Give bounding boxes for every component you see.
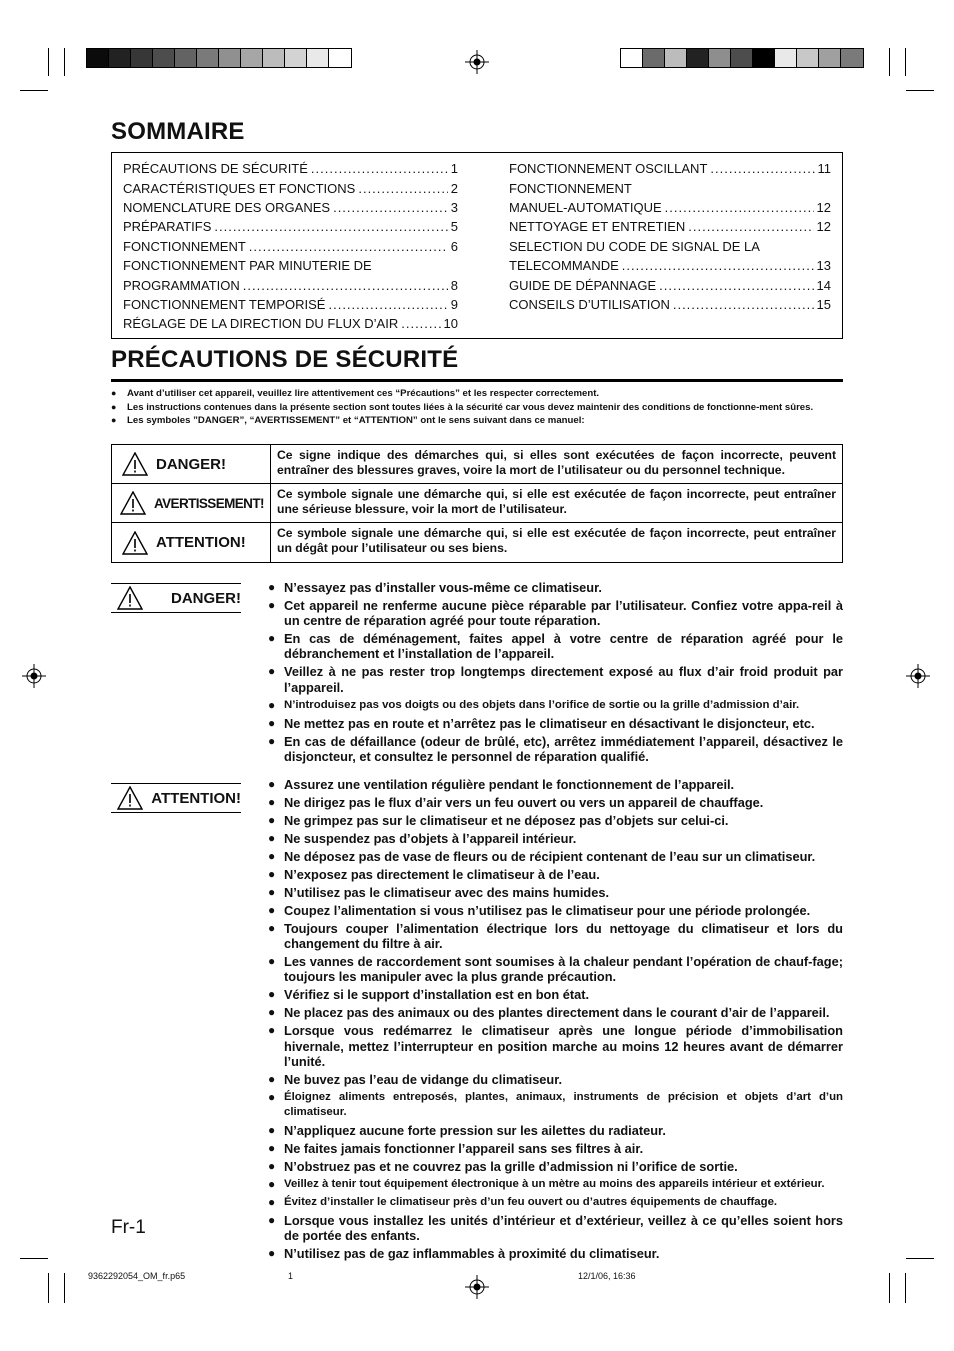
color-swatch <box>307 49 329 67</box>
toc-column-left <box>123 159 458 334</box>
symbols-table <box>111 444 843 563</box>
toc-entry <box>509 295 831 314</box>
attention-item: ● Éloignez aliments entreposés, plantes, animaux, instruments de précision et objets d’art d’un climatiseur. <box>268 1090 843 1120</box>
toc-entry-page: 8 <box>450 277 458 293</box>
toc-leader-dots <box>311 161 448 176</box>
toc-entry-title: FONCTIONNEMENT TEMPORISÉ <box>123 296 326 312</box>
crop-mark <box>906 1258 934 1259</box>
attention-item: ● Veillez à tenir tout équipement électronique à un mètre au moins des appareils intérieur et extérieur. <box>268 1177 843 1192</box>
toc-entry <box>123 237 458 256</box>
sommaire-title: SOMMAIRE <box>111 118 245 145</box>
footer-file: 9362292054_OM_fr.p65 <box>88 1271 186 1281</box>
intro-item: ● Les symboles ”DANGER”, “AVERTISSEMENT” et “ATTENTION” ont le sens suivant dans ce manuel: <box>111 414 843 428</box>
table-of-contents <box>111 152 843 339</box>
color-calibration-bar-left <box>86 48 352 68</box>
symbol-label-cell <box>112 445 271 483</box>
attention-item: ● Ne déposez pas de vase de fleurs ou de récipient contenant de l’eau sur un climatiseur. <box>268 849 843 864</box>
toc-entry-title: CARACTÉRISTIQUES ET FONCTIONS <box>123 180 356 196</box>
toc-leader-dots <box>401 316 440 331</box>
toc-entry-title: FONCTIONNEMENT <box>123 238 246 254</box>
attention-header <box>111 783 241 813</box>
toc-entry-title: FONCTIONNEMENT <box>509 180 632 196</box>
attention-item: ● N’exposez pas directement le climatiseur à de l’eau. <box>268 867 843 882</box>
color-swatch <box>665 49 687 67</box>
toc-leader-dots <box>622 258 814 273</box>
toc-entry-title: CONSEILS D’UTILISATION <box>509 296 670 312</box>
crop-mark <box>906 90 934 91</box>
toc-entry-page: 11 <box>817 161 831 177</box>
registration-mark-icon <box>906 664 930 688</box>
crop-mark <box>64 1273 65 1303</box>
color-swatch <box>197 49 219 67</box>
attention-item: ● N’obstruez pas et ne couvrez pas la grille d’admission ni l’orifice de sortie. <box>268 1159 843 1174</box>
color-swatch <box>153 49 175 67</box>
toc-entry-title: GUIDE DE DÉPANNAGE <box>509 277 657 293</box>
color-swatch <box>621 49 643 67</box>
toc-leader-dots <box>328 297 447 312</box>
toc-entry <box>509 217 831 236</box>
crop-mark <box>64 48 65 76</box>
color-swatch <box>731 49 753 67</box>
footer-date: 12/1/06, 16:36 <box>578 1271 636 1281</box>
danger-item: ● N’essayez pas d’installer vous-même ce climatiseur. <box>268 580 843 595</box>
toc-entry <box>123 178 458 197</box>
toc-entry <box>123 159 458 178</box>
toc-entry <box>123 198 458 217</box>
danger-item: ● Ne mettez pas en route et n’arrêtez pas le climatiseur en désactivant le disjoncteur, etc. <box>268 716 843 731</box>
color-swatch <box>241 49 263 67</box>
color-swatch <box>219 49 241 67</box>
attention-item: ● Coupez l’alimentation si vous n’utilisez pas le climatiseur pour une période prolongée. <box>268 903 843 918</box>
symbol-row <box>112 445 842 484</box>
attention-item: ● Lorsque vous installez les unités d’intérieur et d’extérieur, veillez à ce qu’elles soient hors de portée des enfants. <box>268 1213 843 1243</box>
danger-header <box>111 583 241 613</box>
crop-mark <box>48 48 49 76</box>
toc-entry-title: PRÉPARATIFS <box>123 219 212 235</box>
toc-leader-dots <box>659 278 813 293</box>
attention-item: ● Ne dirigez pas le flux d’air vers un feu ouvert ou vers un appareil de chauffage. <box>268 795 843 810</box>
color-swatch <box>263 49 285 67</box>
toc-entry-title: PRÉCAUTIONS DE SÉCURITÉ <box>123 161 308 177</box>
color-swatch <box>87 49 109 67</box>
danger-item: ● En cas de défaillance (odeur de brûlé, etc), arrêtez immédiatement l’appareil, désactivez le disjoncteur, et consultez le personnel de réparation qualifié. <box>268 734 843 764</box>
color-swatch <box>841 49 863 67</box>
safety-intro-list <box>111 387 843 428</box>
toc-entry-page: 12 <box>816 219 831 235</box>
color-swatch <box>109 49 131 67</box>
toc-leader-dots <box>214 219 447 234</box>
warning-triangle-icon <box>122 452 148 476</box>
symbol-row <box>112 484 842 523</box>
crop-mark <box>905 1273 906 1303</box>
toc-entry-page: 1 <box>450 161 458 177</box>
attention-item: ● Assurez une ventilation régulière pendant le fonctionnement de l’appareil. <box>268 777 843 792</box>
color-swatch <box>131 49 153 67</box>
danger-list <box>268 580 843 767</box>
color-swatch <box>753 49 775 67</box>
toc-entry-title: FONCTIONNEMENT PAR MINUTERIE DE <box>123 258 372 274</box>
toc-leader-dots <box>673 297 814 312</box>
toc-entry-title: PROGRAMMATION <box>123 277 240 293</box>
toc-entry-page: 15 <box>816 296 831 312</box>
attention-item: ● Ne grimpez pas sur le climatiseur et ne déposez pas d’objets sur celui-ci. <box>268 813 843 828</box>
toc-entry-page: 12 <box>816 199 831 215</box>
crop-mark <box>889 1273 890 1303</box>
toc-entry-page: 14 <box>816 277 831 293</box>
symbol-label: ATTENTION! <box>156 534 246 551</box>
toc-leader-dots <box>710 161 814 176</box>
toc-entry-page: 13 <box>816 258 831 274</box>
toc-entry-title: SELECTION DU CODE DE SIGNAL DE LA <box>509 238 760 254</box>
toc-entry <box>509 159 831 178</box>
toc-entry <box>509 256 831 275</box>
color-swatch <box>175 49 197 67</box>
warning-triangle-icon <box>120 491 146 515</box>
toc-entry <box>509 198 831 217</box>
color-swatch <box>819 49 841 67</box>
symbol-label: AVERTISSEMENT! <box>154 495 264 511</box>
toc-entry-page: 2 <box>450 180 458 196</box>
toc-leader-dots <box>688 219 813 234</box>
symbol-description: Ce symbole signale une démarche qui, si elle est exécutée de façon incorrecte, peut entraîner une sérieuse blessure, voir la mort de l’utilisateur. <box>277 487 836 516</box>
danger-label: DANGER! <box>171 589 241 607</box>
crop-mark <box>48 1273 49 1303</box>
toc-entry-page: 10 <box>443 316 458 332</box>
color-swatch <box>329 49 351 67</box>
attention-item: ● Toujours couper l’alimentation électrique lors du nettoyage du climatiseur et lors du changement du filtre à air. <box>268 921 843 951</box>
intro-item: ● Les instructions contenues dans la présente section sont toutes liées à la sécurité car vous devez maintenir des conditions de fonctionne-ment sûres. <box>111 401 843 415</box>
toc-leader-dots <box>358 181 447 196</box>
toc-column-right <box>509 159 831 314</box>
toc-entry <box>123 275 458 294</box>
intro-item: ● Avant d’utiliser cet appareil, veuillez lire attentivement ces “Précautions” et les respecter correctement. <box>111 387 843 401</box>
symbol-label-cell <box>112 484 271 522</box>
toc-leader-dots <box>249 239 448 254</box>
symbol-description: Ce symbole signale une démarche qui, si elle est exécutée de façon incorrecte, peut entraîner un dégât pour l’utilisateur ou ses biens. <box>277 526 836 555</box>
warning-triangle-icon <box>117 586 143 610</box>
toc-entry <box>123 314 458 333</box>
symbol-description: Ce signe indique des démarches qui, si elles sont exécutées de façon incorrecte, peuvent entraîner des blessures graves, voire la mort de l’utilisateur ou du personnel technique. <box>277 448 836 477</box>
toc-entry-page: 9 <box>450 296 458 312</box>
toc-leader-dots <box>243 278 448 293</box>
attention-item: ● Ne faites jamais fonctionner l’appareil sans ses filtres à air. <box>268 1141 843 1156</box>
footer-page: 1 <box>288 1271 294 1281</box>
page-number: Fr-1 <box>111 1217 146 1238</box>
attention-item: ● Lorsque vous redémarrez le climatiseur après une longue période d’immobilisation hivernale, mettez l’interrupteur en position marche au moins 12 heures avant de démarrer l’unité. <box>268 1023 843 1069</box>
toc-entry-title: NETTOYAGE ET ENTRETIEN <box>509 219 686 235</box>
danger-item: ● Cet appareil ne renferme aucune pièce réparable par l’utilisateur. Confiez votre appa-reil à un centre de réparation agréé pour toute réparation. <box>268 598 843 628</box>
toc-entry-page: 5 <box>450 219 458 235</box>
toc-entry <box>123 256 458 275</box>
crop-mark <box>20 1258 48 1259</box>
color-swatch <box>285 49 307 67</box>
danger-item: ● N’introduisez pas vos doigts ou des objets dans l’orifice de sortie ou la grille d’admission d’air. <box>268 698 843 713</box>
symbol-row <box>112 523 842 562</box>
danger-item: ● Veillez à ne pas rester trop longtemps directement exposé au flux d’air froid produit par l’appareil. <box>268 664 843 694</box>
crop-mark <box>905 48 906 76</box>
attention-item: ● Ne suspendez pas d’objets à l’appareil intérieur. <box>268 831 843 846</box>
title-rule <box>111 379 843 382</box>
toc-leader-dots <box>333 200 448 215</box>
toc-entry-title: MANUEL-AUTOMATIQUE <box>509 199 662 215</box>
warning-triangle-icon <box>117 786 143 810</box>
safety-title: PRÉCAUTIONS DE SÉCURITÉ <box>111 346 459 373</box>
toc-entry-title: TELECOMMANDE <box>509 258 619 274</box>
color-swatch <box>643 49 665 67</box>
toc-entry-title: NOMENCLATURE DES ORGANES <box>123 199 331 215</box>
toc-leader-dots <box>665 200 814 215</box>
danger-item: ● En cas de déménagement, faites appel à votre centre de réparation agréé pour le débranchement et l’installation de l’appareil. <box>268 631 843 661</box>
crop-mark <box>20 90 48 91</box>
attention-item: ● Les vannes de raccordement sont soumises à la chaleur pendant l’opération de chauf-fage; toujours les manipuler avec la plus grande précaution. <box>268 954 843 984</box>
warning-triangle-icon <box>122 531 148 555</box>
color-calibration-bar-right <box>620 48 864 68</box>
attention-item: ● Ne placez pas des animaux ou des plantes directement dans le courant d’air de l’appareil. <box>268 1005 843 1020</box>
toc-entry-title: RÉGLAGE DE LA DIRECTION DU FLUX D’AIR <box>123 316 399 332</box>
toc-entry <box>123 295 458 314</box>
toc-entry <box>509 178 831 197</box>
symbol-label: DANGER! <box>156 455 226 473</box>
toc-entry <box>509 275 831 294</box>
attention-label: ATTENTION! <box>151 789 241 807</box>
color-swatch <box>687 49 709 67</box>
toc-entry <box>509 237 831 256</box>
registration-mark-icon <box>465 1275 489 1299</box>
color-swatch <box>709 49 731 67</box>
toc-entry-page: 6 <box>450 238 458 254</box>
toc-entry <box>123 217 458 236</box>
registration-mark-icon <box>22 664 46 688</box>
attention-list <box>268 777 843 1264</box>
attention-item: ● N’appliquez aucune forte pression sur les ailettes du radiateur. <box>268 1123 843 1138</box>
color-swatch <box>775 49 797 67</box>
attention-item: ● Évitez d’installer le climatiseur près d’un feu ouvert ou d’autres équipements de chauffage. <box>268 1195 843 1210</box>
toc-entry-title: FONCTIONNEMENT OSCILLANT <box>509 161 708 177</box>
registration-mark-icon <box>465 50 489 74</box>
attention-item: ● N’utilisez pas de gaz inflammables à proximité du climatiseur. <box>268 1246 843 1261</box>
attention-item: ● Vérifiez si le support d’installation est en bon état. <box>268 987 843 1002</box>
toc-entry-page: 3 <box>450 199 458 215</box>
color-swatch <box>797 49 819 67</box>
attention-item: ● N’utilisez pas le climatiseur avec des mains humides. <box>268 885 843 900</box>
attention-item: ● Ne buvez pas l’eau de vidange du climatiseur. <box>268 1072 843 1087</box>
crop-mark <box>889 48 890 76</box>
symbol-label-cell <box>112 523 271 562</box>
